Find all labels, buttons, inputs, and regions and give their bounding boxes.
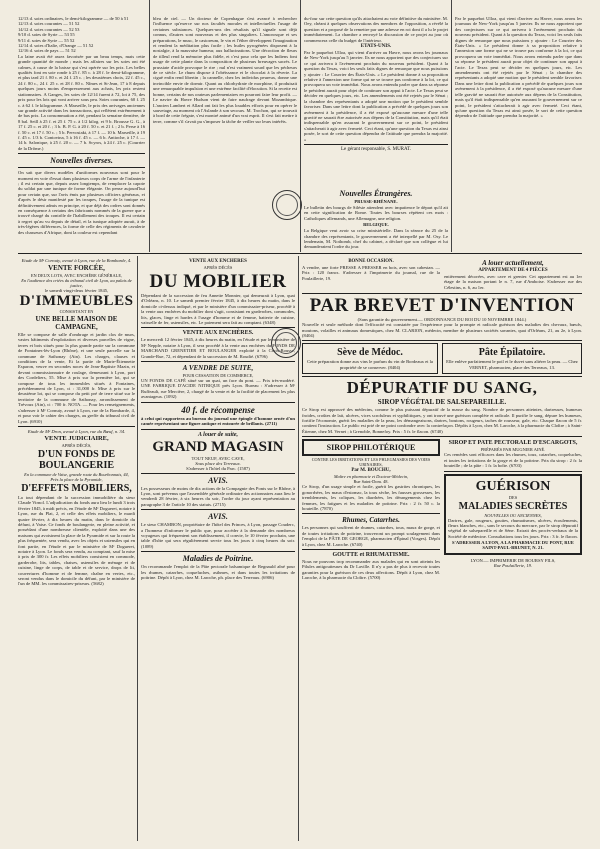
boulangerie-line3: En la commune de Vaise, grande route du Bourbonnais, 44, — [24, 471, 129, 477]
a-vendre-title: A VENDRE DE SUITE, — [182, 364, 254, 373]
guerison-ad — [444, 474, 582, 556]
bonne-occasion-body: A vendre, une forte PRESSE A PRESSER en bois, avec son cabestan. — Prix : 120 francs. S'adresser à l'imprimerie du journal, rue de la Poulaillerie, 19. — [302, 265, 440, 281]
rhumes-body: Les personnes qui souffrent de rhumes, catarrhes, toux, maux de gorge, et de toutes irritations de poitrine, trouveront un prompt soulagement dans l'emploi de la PÂTE DE GEORGE, pharmacien d'Épinal (Vosges). Dépôt à Lyon, chez M. Laroche. (6740) — [302, 525, 440, 547]
goutte-body: Nous ne pouvons trop recommander aux malades qui en sont atteints les Pilules antigoutteuses du Dr Laville. Il n'y a pas de plus à recevoir toutes garanties pour la guérison de ces deux affections. Dépôt à Lyon, chez M. Laroche, à la pharmacie du Cloître. (5700) — [302, 558, 440, 581]
price-row: 12/13 d. soies courantes — 51 52 — [18, 21, 80, 27]
ad-column-1 — [18, 258, 135, 841]
goutte-title: GOUTTE et RHUMATISME. — [332, 551, 410, 558]
divider — [302, 340, 582, 341]
magasin-title: GRAND MAGASIN — [152, 438, 284, 455]
etats-unis-heading: ETATS-UNIS. — [360, 44, 392, 50]
boulangerie-study-header: Etude de Mᵉ Dron, avoué à Lyon, rue du Bœuf, n. 34. — [27, 428, 126, 434]
column-rule — [300, 0, 301, 252]
divider — [18, 426, 135, 427]
column-3-body: du-four sur cette question qu'ils attachaient au vote définitive du ministère. M. Oey, chéant à quelques observations des membres de l'opposition, a révélé la question et a proposé de la remettre par une adresse en roi dont il a lu le projet immédiatement. La chambre a renvoyé la discussion de ce projet au jour où commencera celle du budget de l'intérieur. — [304, 16, 448, 43]
recompense-title: 40 f. de récompense — [181, 404, 255, 415]
immeubles-title: D'IMMEUBLES — [19, 293, 134, 309]
divider — [302, 549, 440, 550]
column-rule — [451, 0, 452, 252]
seve-ad — [302, 343, 438, 374]
price-row: 9/10 d. soies de Syrie — 53 55 — [18, 32, 75, 38]
philoterique-by2: Maître en pharmacie et Docteur-Médecin, — [333, 474, 409, 480]
avis-2-title: AVIS. — [208, 512, 228, 522]
escargots-body: Ces remèdes sont efficaces dans les rhumes, toux, catarrhes, coqueluches, et toutes les irritations de la gorge et de la poitrine. Prix du sirop : 2 fr. la bouteille ; de la pâte : 1 fr. la boîte. (6703) — [444, 452, 582, 469]
seve-body: Cette préparation donne aux vins le parfum du vin de Bordeaux et la propriété de se conserver. (8404) — [307, 359, 433, 370]
price-row: 12/14 d. soies d'Italie, d'Orange — 51 52 — [18, 43, 94, 49]
guerison-sub2: NOUVELLES OU ANCIENNES, — [484, 512, 542, 518]
pate-title: Pâte Épilatoire. — [478, 347, 546, 359]
grenetier-line1: VENTE AUX ENCHÈRES. — [182, 330, 254, 337]
belgique-heading: BELGIQUE. — [363, 222, 389, 228]
column-1-top — [18, 16, 145, 252]
column-rule — [137, 256, 138, 841]
seve-title: Sève de Médoc. — [337, 347, 403, 359]
immeubles-body: Elle se compose de salle d'ombrage et jardin clos de murs, vastes bâtiments d'exploitation et diverses parcelles de vigne, terres et bois situés pour la plus grande partie sur la commune de Fontaines-lès-Lyon (Rhône), et une seule parcelle sur la commune de Sathonay (Ain). Les charges, clauses et conditions de la vente, Et la partie de Marie-Étiennette Esparon, veuve en secondes noces de Jean-Baptiste Mazin, et devant commissionnaire de roulage, demeurant à Lyon, port des Cordeliers, 55. Mise à prix sur la première lot, qui se compose de tous les immeubles situés à Fontaines, précédemment de Lyon, ci : 31,000 fr. Mise à prix sur le deuxième lot, qui se compose du petit pré de terre situé sur le territoire de la commune de Sathonay, arrondissement de Trévoux (Ain), ci : 700 fr. NOTA. — Pour les renseignements, s'adresser à Mᵉ Cornuty, avoué à Lyon, rue de la Bombarde, 4, et pour voir le cahier des charges, au greffe du tribunal civil de Lyon. (6910) — [18, 332, 135, 424]
price-row: 12/13 d. soies ordinaires, le demi-kilogramme — de 50 à 51 — [18, 16, 129, 21]
magasin-sub2: Sous place des Terreaux. — [195, 460, 241, 466]
philoterique-addr: Rue Saint-Dom. 48. — [353, 479, 389, 485]
divider — [141, 551, 295, 552]
philoterique-by: Par M. BOUCHU, — [351, 468, 391, 474]
section-divider — [18, 253, 582, 254]
depuratif-body: Ce Sirop est approuvé des médecins, comme le plus puissant dépuratif de la masse du sang. Nombre de personnes atteintes, dartreuses, humeurs froides, croûtes de lait, ulcères, vices scrofuleux et syphilitiques, y ont trouvé une guérison complète et radicale. Il purifie le sang, dépure les humeurs, fortifie l'économie, guérit les maladies de la peau, les démangeaisons, dartres, boutons, rougeurs, taches de rousseur, gale, etc. Chaque flacon de 5 fr. contient l'instruction. Le public est prié de ne point confondre avec la contrefaçon. Dépôts à Lyon, chez M. Laroche, à la pharmacie du Cloître ; à Saint-Étienne, chez M. Vernet ; à Grenoble, Bonnefoy. Prix : 5 fr. le flacon. (6740) — [302, 407, 582, 434]
nouvelles-diverses-title: Nouvelles diverses. — [50, 156, 113, 166]
recompense-body: à celui qui rapportera au bureau du journal une épingle d'homme ornée d'un camée représentant une figure antique et entourée de brillants. (2711) — [141, 415, 295, 427]
immeubles-line2: EN DEUX LOTS, AVEC ENCHÈRE GÉNÉRALE, — [30, 273, 123, 278]
boulangerie-title2: D'EFFETS MOBILIERS, — [21, 482, 132, 494]
rhumes-title: Rhumes, Catarrhes. — [342, 516, 400, 525]
avis-1-body: Les possesseurs de moins de dix actions de la Compagnie des Ponts sur le Rhône, à Lyon, sont prévenus que l'assemblée générale ordinaire des actionnaires aura lieu le vendredi 28 février, à six heures du soir, l'ordre du jour ayant représentation au paragraphe 3 de l'article 10 des statuts. (2715) — [141, 485, 295, 507]
boulangerie-body: La tout dépendant de la succession immobilière du sieur Claude Virnol. L'adjudication du fonds aura lieu le lundi 3 trois février 1845, à midi précis, en l'étude de Mᵉ Dogueret, notaire à Lyon, rue du Plat, 2, et celle des effets mobiliers, le mardi quatre février, à dix heures du matin, dans le domicile du défunt, à Vaise. Ce fonds de boulangerie, en pleine activité, et possédant d'une nombreuse clientèle, exploité dans une des maisons qui avoisinent la place de la Pyramide et sur la route la plus fréquentée, sera vendu, avec les objets et ustensiles qui en font partie, en l'étude et par le ministère de Mᵉ Dogueret, notaire à Lyon. Le fonds sera vendu, au comptant, sauf la mise à prix de 300 fr. Les effets mobiliers consistent en commode, garderobe, lits, tables, chaises, ustensiles de ménage et de cuisine, linge de corps, de table et de service, drops de lit, couvertures d'homme et de femme, chaîne en vertes, etc., seront vendus dans le domicile du défunt, par le ministère de l'un de MM. les commissaires-priseurs. (5682) — [18, 494, 135, 587]
immeubles-subtitle: CONSISTANT EN — [59, 309, 94, 314]
guerison-title: GUÉRISON — [475, 478, 551, 494]
divider — [141, 402, 295, 403]
poitrine-title: Maladies de Poitrine. — [182, 554, 254, 564]
immeubles-line1: VENTE FORCÉE, — [48, 264, 105, 272]
prusse-body: Le bulletin des bourgs de Silésie attendent avec impatience le départ qu'il ait en cette signification de Rome. Toutes les bourses répètent ces mots : Catholiques allemands, une Allemagne, une religion. — [304, 205, 448, 221]
pate-ad — [442, 343, 582, 374]
boulangerie-line2: APRÈS DÉCÈS, — [61, 442, 92, 448]
escargots-title: SIROP ET PATE PECTORALE D'ESCARGOTS, — [448, 440, 578, 447]
gerant-signature: Le gérant responsable, S. MURAT. — [340, 146, 412, 152]
mobilier-line1: VENTE AUX ENCHÈRES — [189, 259, 247, 264]
divider — [18, 153, 145, 154]
divider — [141, 473, 295, 474]
philoterique-title: SIROP PHILOTÉRIQUE — [326, 443, 416, 453]
philoterique-sub: CONTRE LES IRRITATIONS ET LES PHLEGMASIES DES VOIES URINAIRES, — [311, 457, 431, 468]
brevet-sub: (Sans garantie du gouvernement.— ORDONNANCE DU ROI DU 10 NOVEMBRE 1844.) — [357, 317, 527, 323]
pate-body: Elle enlève parfaitement le poil et le duvet sans altérer la peau. — Chez VERNET, pharmacien, place des Terreaux, 13. — [446, 359, 578, 370]
silk-market-report: La laine avait été assez favorisée par un beau temps, mais cette grande quantité de monde ; mais les affaires sur les soies ont été calmes, à cause de la baisse qui s'est opérée sur les prix. Les belles qualités font en soie ronde à 25 f. 85 c. à 28 f. le demi-kilogramme, et plus tard 21 f. 80 c. et 24 f. 25 c. ; les deuxièmes choix, 22 f. 45 c., 24 f. 80 c., 24 f. 25 c. et 28 f. 80 c. Nîmes et St-Jean, 17 à 8 depuis quelques jours moins d'empressement aux achats, les prix restent stationnaires. A Ganges, les soies de 12/14 furent à 72, lot à 75, des prix pour les lots qui vont arriver sous peu. Soies courantes, 60 f. 25 c. à 62 f. le kilogramme. A Marseille, le prix des arrivages anciennes sur grande activité dans les transactions, qui reflètent extrêmement à de bas prix. La consommation a été, pendant la semaine dernière, de 8 bal. Seill à 25 f. et 25 f. 75 c. à 1/2 kilog. et 9 b. Brousse G. G., à 17 f. 25 c. et 20 f. ; 3 b. B. P. G. à 20 f. 50 c. et 21 f. ; 2 b. Perse à 16 f. 50 c. et 17 f. 50 c. ; 5 b. Pervosiaki, à 17 f. — 10 b. Marseille, à 19 f. 45 c. 1/3 b. Contovina, 5 à 16 f. 45 c. — 6 b. Antioche, à 17 f. — 14 b. Salonique, à 25 f. 20 c. — 7 b. Scyros, à 24 f. 25 c. (Courrier de la Drôme.) — [18, 53, 145, 151]
appartement-body: entièrement décorées, avec cave et grenier. Cet appartement est au 1er étage de la maison portant le n. 7, rue d'Amboise. S'adresser rue des Célestins, n. 6, au 1er. — [444, 274, 582, 290]
prusse-heading: PRUSSE-RHÉNANE. — [354, 199, 398, 204]
divider — [141, 361, 295, 362]
divider — [141, 429, 295, 430]
nouvelles-etrangeres-title: Nouvelles Étrangères. — [339, 189, 413, 198]
magasin-contact: S'adresser à l'hôtel du Parc. (1587) — [186, 465, 250, 471]
silk-prices-table — [18, 16, 145, 54]
etats-unis-body: Par le paquebot Ulloa, qui vient d'arriver au Havre, nous avons les journaux de New-York jusqu'au 5 janvier. Ils ne nous apportent que des conjectures sur ce qui arrivera à l'avènement prochain du nouveau président. Quant à la question du Texas, voici les seuls faits dignes de remarque que nous puissions y ajouter : Le Courrier des États-Unis. « Le président donne à sa proposition relative à l'annexion une forme qui ne se trouve pas conforme à la loi, ce qui provoquera un vote immédiat. Nous avons entendu parler que dans sa réponse le président aurait pour objet de continuer son appui à l'acte. Le Texas peut se décider en quelques jours, etc. Les amendements ont été rejetés par le Sénat ; la chambre des représentants a adopté une motion que le président semble favoriser. Dans une lettre dont la publication a précédé de quelques jours son avènement à la présidence, il a été exposé qu'aucune mesure d'une telle gravité ne saurait être autorisée aux dépens de la Constitution, mais qu'il était indispensable qu'en assurant le gouvernement sur ce point, le président s'attacherait à agir avec fermeté. Ceci étant, qu'une question du Texas est ainsi posée, le sort de cette question dépendra de l'attitude que prendra la majorité. » — [304, 50, 448, 142]
right-seal-stamp — [271, 328, 301, 358]
immeubles-study-header: Etude de Mᵉ Cornuty, avoué à Lyon, rue de la Bombarde, 4. — [21, 258, 132, 263]
column-2-top — [153, 16, 297, 252]
avis-1-title: AVIS. — [208, 475, 228, 485]
left-medical-ads — [302, 439, 440, 581]
bonne-occasion-title: BONNE OCCASION. — [348, 259, 394, 264]
nouvelles-diverses-body: On sait que divers modèles d'uniformes nouveaux sont pour le moment en voie d'essai dans plusieurs corps de l'arme de l'infanterie ; il est certain que, depuis assez longtemps, de remplacer la capote du soldat par une tunique de forme élégante. On pense aujourd'hui pour certain que, sur l'avis émis par plusieurs officiers généraux, et d'après le désir manifesté par les troupes, l'usage de la tunique est définitivement admis en principe, et que déjà des ordres sont donnés en conséquence à certains des fabricants nommés de la guerre que a trouvé chargé du contrôle de l'habillement des troupes. Il est certain à regret qu'au vu depuis de détail, et la tunique adoptée aurait, à de très-légères différences, la forme de celle des régiments de cavalerie des chasseurs d'Afrique, dont la couleur est cependant — [18, 170, 145, 235]
column-2-body: bleu de ciel. — Un docteur de Copenhague s'est avancé à rechercher l'influence qu'exerce sur nos facultés morales et intellectuelles l'usage de certaines substances. Quelques-uns des résultats qu'il signale sont déjà connus, d'autres sont nouveaux et des plus singuliers. L'amorosque et ses préparations, le musc, le castoreum, le vin et l'éther développent l'imagination et rendent la méditation plus facile ; les huiles pyrogénées disposent à la nostalgie, à la mauvaise humeur, aux hallucinations. Une décoction de fleurs de tilleul rend la mémoire plus fidèle, et c'est pour cela que les Indiens font usage de cette plante dans la composition de plusieurs breuvages sacrés. Le prussiate d'acide provoque le rire ; nul n'est vraiment sourd que les pécheurs de ce siècle. Le rhum dispose à l'obéissance et le chocolat à la rêverie. La ciguë enfin rend libertin ; la cannelle, chez les individus peureux, donne une invincible envie de dormir. Quant au chlorhydrate de morphine, il produisait une remarquable impulsion et une extrême facilité d'élocution. Si la recette est bonne, certains de nos orateurs parlementaires en pourront faire leur profit. — Le navire du Havre Hudson vient de faire naufrage devant Mozambique. L'ancien Lambert et Allard ont fait les plus louables efforts pour en opérer le sauvetage, au moment où l'Aslande à son secours. M. Trochon, qui se trouvait à bord de cette frégate, s'est montré animé d'un vrai esprit. Il s'est fait mettre à terre, comme s'il s'avait pu s'imposer la tâche de veiller sur leurs intérêts. — [153, 16, 297, 124]
column-4-top — [455, 16, 582, 252]
price-row: 9/11 d. soies de Syrie — 55 52 — [18, 37, 75, 43]
immeubles-date: le samedi vingt-deux février 1845, — [44, 288, 109, 293]
divider — [302, 376, 582, 377]
philoterique-body: Ce Sirop, d'un usage simple et facile, guérit les gastrites chroniques, les gonorrhées, les maux d'estomac, la toux sèche, les fausses grossesses, les tremblements, les coliques, les diarrhées, les dérangements chez les femmes, les fatigues et les maladies de poitrine. Prix : 2 fr. 50 c. la bouteille. (7870) — [302, 484, 440, 511]
a-vendre-body: UN FONDS DE CAFÉ situé sur un quai, un face du pont. — Prix très-modéré. UNE FABRIQUE D'ACIDE NITRIQUE près Lyon. Bureau : S'adresser à Mᵉ Ruffeault, rue Mercière, 2, chargé de la vente et de la facilité de placement les plus avantageux. (1092) — [141, 378, 295, 400]
boulangerie-line4: Près la place de la Pyramide, — [50, 476, 103, 482]
boulangerie-line1: VENTE JUDICIAIRE, — [44, 434, 109, 442]
left-seal-stamp — [272, 190, 302, 220]
guerison-title2: MALADIES SECRÈTES — [458, 500, 568, 512]
divider — [304, 144, 448, 145]
price-row: 14/12 d. soies courantes — 52 53 — [18, 26, 80, 32]
immeubles-title2: UNE BELLE MAISON DE CAMPAGNE, — [35, 315, 118, 331]
guerison-body: Dartres, gale, rougeurs, gouttes, rhumatismes, ulcères, écoulements, fleurs blanches, etc., sans le secours du mercure, par le sirop dépuratif végétal de salsepareille et de Sène. Extrait des procès-verbaux de la Société de médecine. Consultations tous les jours. Prix : 3 fr. le flacon. — [448, 517, 578, 539]
brevet-body: Nouvelle et seule méthode dont l'efficacité est constatée par l'expérience pour la prompte et radicale guérison des maladies des chevaux, bœufs, moutons, volailles et animaux domestiques, chez M. CLARION, médecin, membre de plusieurs sociétés savantes, quai d'Orléans, 21, au 2e, à Lyon. (8404) — [302, 322, 582, 339]
ad-column-3 — [302, 258, 582, 841]
divider — [141, 509, 295, 510]
divider — [302, 436, 582, 437]
brevet-title: PAR BREVET D'INVENTION — [309, 295, 575, 317]
divider — [18, 167, 145, 168]
right-medical-ads — [444, 439, 582, 581]
guerison-contact: S'ADRESSER A LYON, A LA PHARMACIE DU PONT, RUE SAINT-PAUL-BRUNET, N. 21. — [451, 540, 574, 551]
mobilier-body: Dépendant de la succession de feu Annette Monnier, qui demeurait à Lyon, quai d'Orléans, n. 10. Le samedi premier février 1845, à dix heures du matin, dans le domicile ci-dessus indiqué, et par le ministère d'un commissaire-priseur, procédé à la vente aux enchères du mobilier dont s'agit, consistant en garderobes, commodes, lits, glaces, linge et hardes à l'usage d'homme et de femme, batterie de cuisine, vaisselle de fer, ustensiles, etc. Le paiement sera fait au comptant. (6348) — [141, 293, 295, 326]
column-4-body: Par le paquebot Ulloa, qui vient d'arriver au Havre, nous avons les journaux de New-York jusqu'au 5 janvier. Ils ne nous apportent que des conjectures sur ce qui arrivera à l'avènement prochain du nouveau président. Quant à la question du Texas, voici les seuls faits dignes de remarque que nous puissions y ajouter : Le Courrier des États-Unis. « Le président donne à sa proposition relative à l'annexion une forme qui ne se trouve pas conforme à la loi, ce qui provoquera un vote immédiat. Nous avons entendu parler que dans sa réponse le président aurait pour objet de continuer son appui à l'acte. Le Texas peut se décider en quelques jours, etc. Les amendements ont été rejetés par le Sénat ; la chambre des représentants a adopté une motion que le président semble favoriser. Dans une lettre dont la publication a précédé de quelques jours son avènement à la présidence, il a été exposé qu'aucune mesure d'une telle gravité ne saurait être autorisée aux dépens de la Constitution, mais qu'il était indispensable qu'en assurant le gouvernement sur ce point, le président s'attacherait à agir avec fermeté. Ceci étant, qu'une question du Texas est ainsi posée, le sort de cette question dépendra de l'attitude que prendra la majorité. » — [455, 16, 582, 119]
depuratif-title: DÉPURATIF DU SANG, — [346, 378, 538, 398]
nouvelles-etrangeres — [304, 188, 448, 252]
column-rule — [149, 0, 150, 252]
appartement-title: APPARTEMENT DE 4 PIÈCES — [478, 268, 548, 273]
divider — [302, 513, 440, 514]
price-row: 12/16 d. soies de pays — 51 52 — [18, 48, 76, 54]
printer-street: Rue Poulaillerie, 19. — [493, 563, 533, 569]
mobilier-line2: APRÈS DÉCÈS — [203, 265, 233, 270]
guerison-sub: DES — [508, 494, 518, 500]
printer-name: LYON.— IMPRIMERIE DE BOURSY FILS, — [470, 558, 556, 564]
divider — [302, 293, 582, 294]
belgique-body: La Belgique veut avoir sa crise ministérielle. Dans la séance du 25 de la chambre des représentants, le gouvernement a été interpellé par M. Osy. Le lendemain, M. Nothomb, chef du cabinet, a déclaré que son collègue et lui demanderaient l'ordre du jour. — [304, 228, 448, 250]
mobilier-title: DU MOBILIER — [149, 271, 287, 292]
immeubles-line3: En l'audience des criées du tribunal civil de Lyon, au palais de justice, — [21, 278, 132, 288]
magasin-pre: A louer de suite, — [197, 431, 238, 438]
grenetier-body: Le mercredi 12 février 1845, à dix heures du matin, en l'étude et par le ministère de Mᵉ Nepple, notaire à Lyon, il sera procédé à la vente aux enchères du FONDS DE MARCHAND GRENETIER ET BOULANGER exploité à la Croix-Rousse, Grande-Rue, 72, et dépendant de la succession de M. Roudié. (6796) — [141, 337, 295, 359]
divider — [141, 327, 295, 328]
a-vendre-sub: POUR CESSATION DE COMMERCE, — [182, 373, 254, 379]
boulangerie-title: D'UN FONDS DE BOULANGERIE — [37, 448, 116, 471]
depuratif-sub: SIROP VÉGÉTAL DE SALSEPAREILLE. — [377, 398, 507, 407]
appartement-pre: A louer actuellement, — [482, 259, 544, 267]
poitrine-body: On recommande l'emploi de la Pâte pectorale balsamique de Regnauld aîné pour les rhumes, catarrhes, coqueluches, asthmes, et dans toutes les irritations de poitrine. Dépôt à Lyon, chez M. Laroche, ph. place des Terreaux. (6906) — [141, 564, 295, 580]
avis-2-body: Le sieur CHAMBON, propriétaire de l'hôtel des Princes, à Lyon, passage Couderc, a l'honneur d'informer le public que, pour accéder à la demande des nombreux voyageurs qui fréquentent son établissement, il convie, le 10 février prochain, une table d'hôte qui sera régulièrement servie tous les jours à cinq heures du soir. (1089) — [141, 522, 295, 549]
divider — [444, 471, 582, 472]
magasin-sub: TOUT NEUF, AVEC CAVE, — [191, 455, 245, 461]
escargots-sub: PRÉPARÉS PAR MUGNIER AINÉ. — [480, 447, 546, 453]
